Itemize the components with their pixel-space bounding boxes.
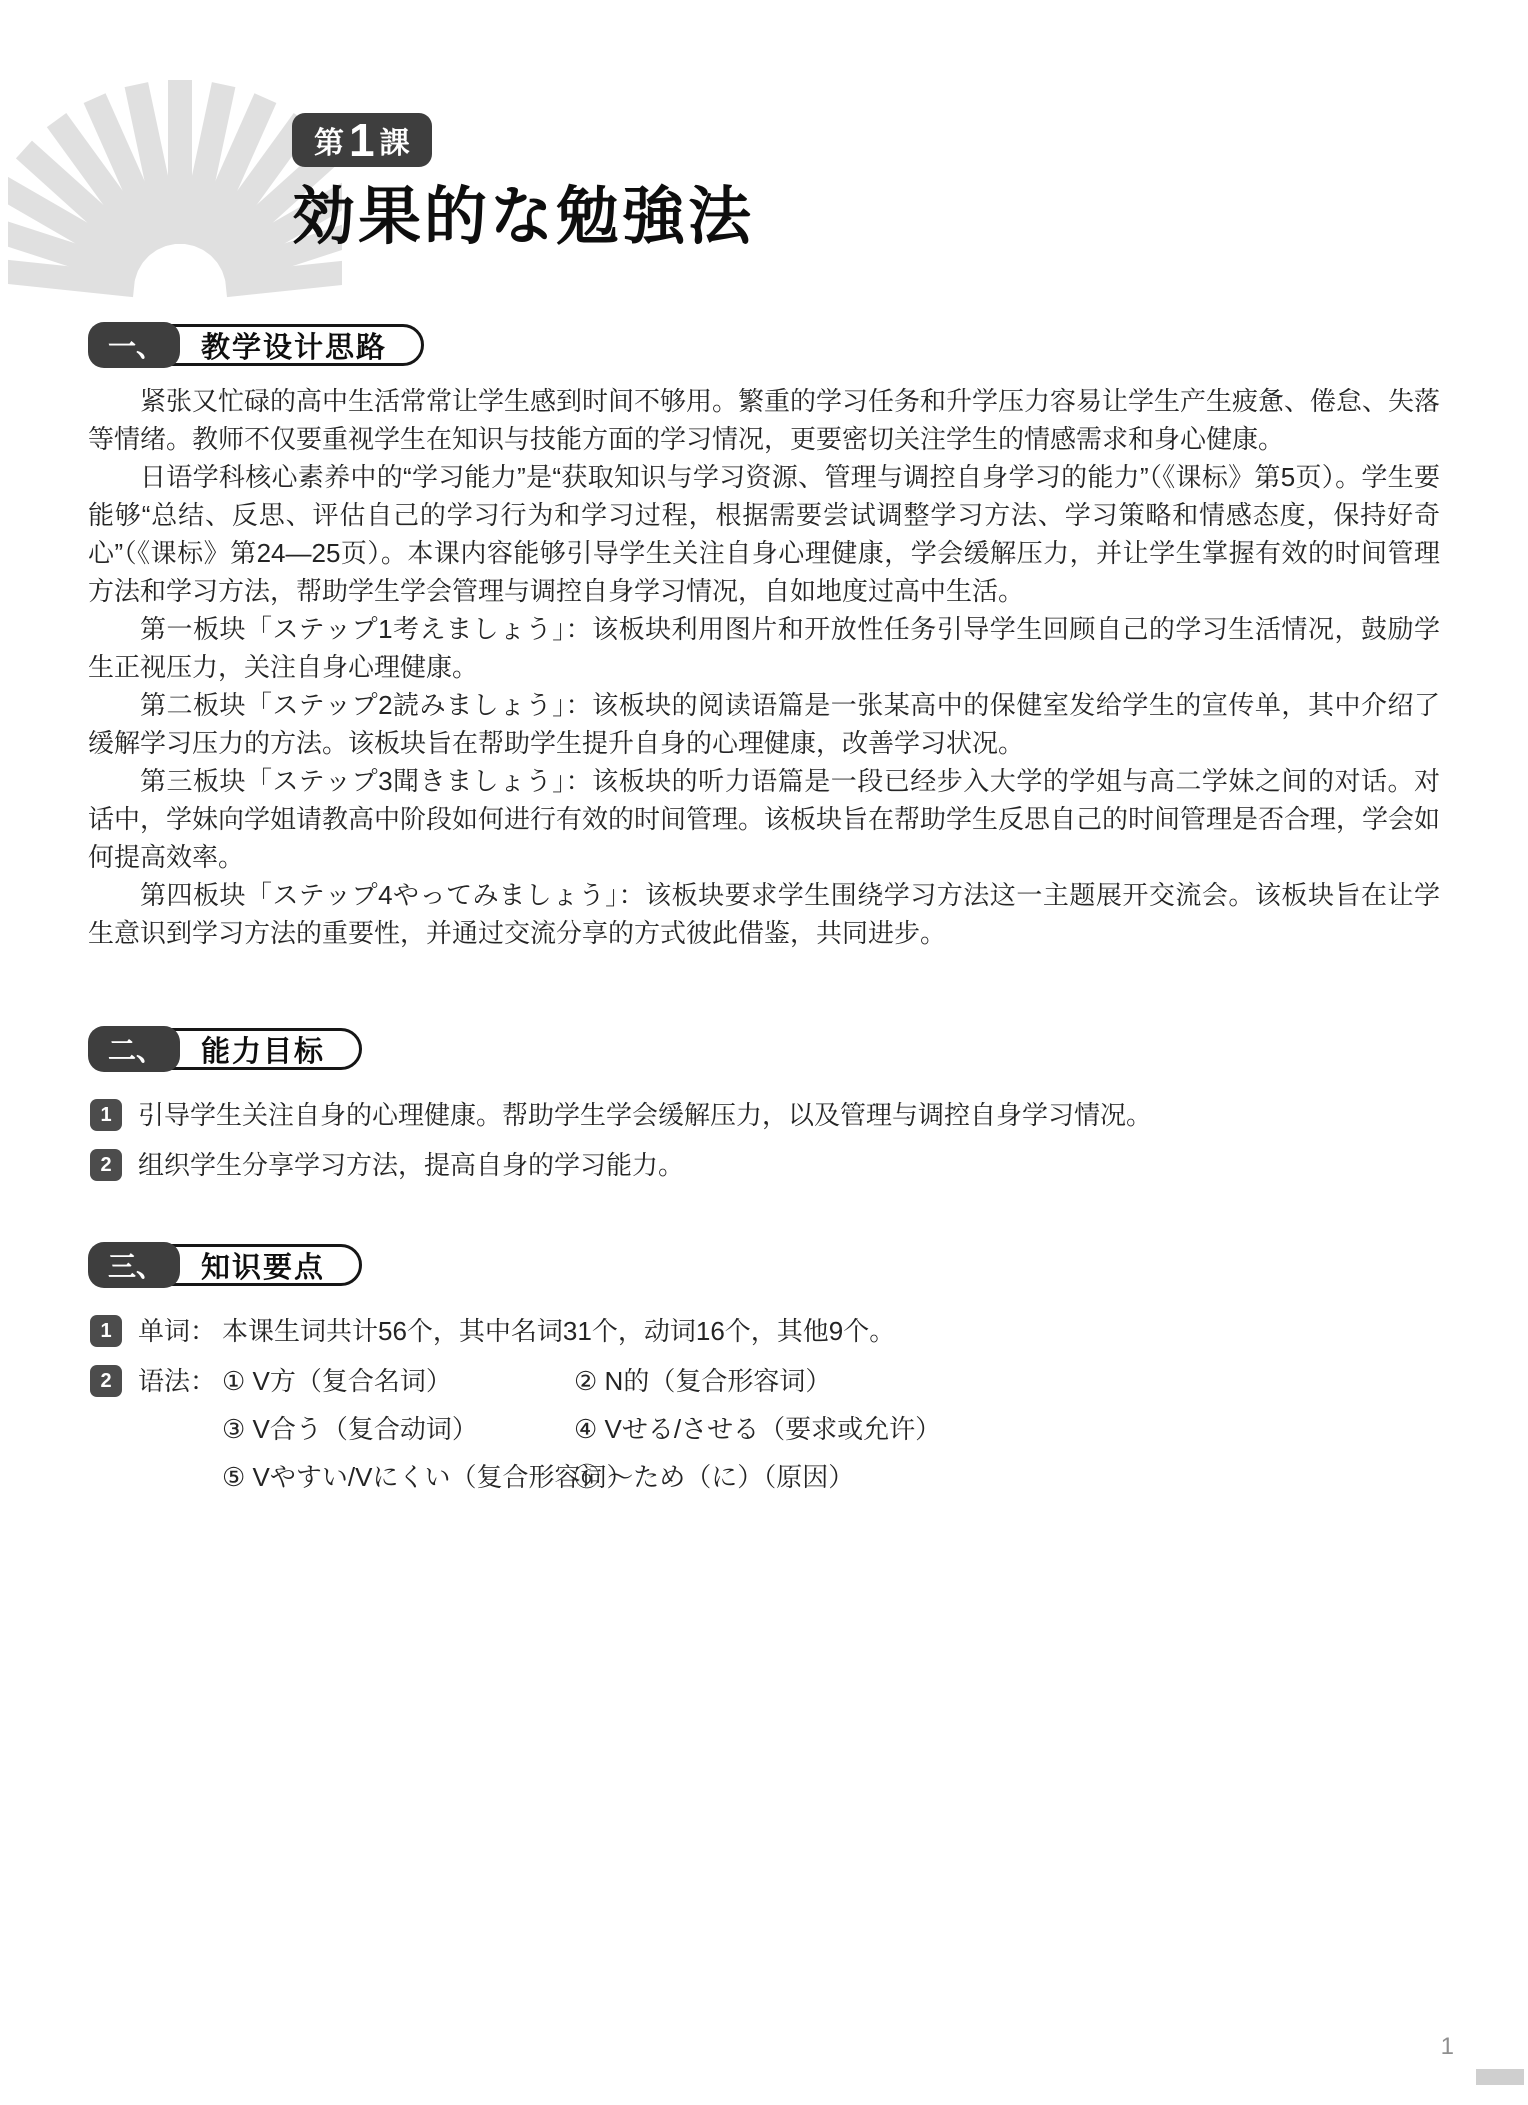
- item-number-badge: 2: [90, 1149, 122, 1181]
- grammar-point: ④ Vせる/させる（要求或允许）: [574, 1414, 942, 1444]
- item-number-badge: 1: [90, 1315, 122, 1347]
- paragraph: 紧张又忙碌的高中生活常常让学生感到时间不够用。繁重的学习任务和升学压力容易让学生产生疲惫、倦怠、失落等情绪。教师不仅要重视学生在知识与技能方面的学习情况，更要密切关注学生的情感需求和身心健康。: [88, 386, 1441, 454]
- paragraph: 第四板块「ステップ4やってみましょう」：该板块要求学生围绕学习方法这一主题展开交流会。该板块旨在让学生意识到学习方法的重要性，并通过交流分享的方式彼此借鉴，共同进步。: [88, 880, 1440, 948]
- item-text: 引导学生关注自身的心理健康。帮助学生学会缓解压力，以及管理与调控自身学习情况。: [138, 1100, 1153, 1130]
- section-2-items: [88, 1096, 1440, 1184]
- section-2-title: 能力目标: [150, 1028, 362, 1070]
- section-3-marker: 三、: [88, 1242, 180, 1288]
- section-1-body: [88, 382, 1440, 952]
- grammar-point: ⑤ Vやすい/Vにくい（复合形容词）: [222, 1462, 633, 1492]
- item-number-badge: 2: [90, 1365, 122, 1397]
- item-text: [138, 1312, 1440, 1350]
- paragraph: 第二板块「ステップ2読みましょう」：该板块的阅读语篇是一张某高中的保健室发给学生的宣传单，其中介绍了缓解学习压力的方法。该板块旨在帮助学生提升自身的心理健康，改善学习状况。: [88, 690, 1440, 758]
- section-1-marker: 一、: [88, 322, 180, 368]
- list-item-grammar: [88, 1362, 1440, 1496]
- section-2-header: [88, 1026, 1440, 1072]
- paragraph: 第三板块「ステップ3聞きましょう」：该板块的听力语篇是一段已经步入大学的学姐与高二学妹之间的对话。对话中，学妹向学姐请教高中阶段如何进行有效的时间管理。该板块旨在帮助学生反思自己的时间管理是否合理，学会如何提高效率。: [88, 766, 1441, 872]
- corner-tab-decoration: [1476, 2069, 1524, 2085]
- grammar-point: ① V方（复合名词）: [222, 1366, 452, 1396]
- list-item: [88, 1096, 1440, 1134]
- grammar-grid: [222, 1362, 941, 1496]
- item-label: 语法：: [138, 1366, 217, 1396]
- paragraph: 第一板块「ステップ1考えましょう」：该板块利用图片和开放性任务引导学生回顾自己的学习生活情况，鼓励学生正视压力，关注自身心理健康。: [88, 614, 1440, 682]
- lesson-badge-prefix: 第: [314, 127, 344, 160]
- section-3-title: 知识要点: [150, 1244, 362, 1286]
- section-3-header: [88, 1242, 1440, 1288]
- list-item: [88, 1146, 1440, 1184]
- section-1-header: [88, 322, 1440, 368]
- page-number: 1: [1440, 2033, 1454, 2060]
- lesson-badge-suffix: 課: [379, 127, 410, 160]
- item-number-badge: 1: [90, 1099, 122, 1131]
- grammar-point: ⑥ ～ため（に）（原因）: [574, 1462, 855, 1492]
- paragraph: 日语学科核心素养中的“学习能力”是“获取知识与学习资源、管理与调控自身学习的能力”（《课标》第5页）。学生要能够“总结、反思、评估自己的学习行为和学习过程，根据需要尝试调整学习方法、学习策略和情感态度，保持好奇心”（《课标》第24—25页）。本课内容能够引导学生关注自身心理健康，学会缓解压力，并让学生掌握有效的时间管理方法和学习方法，帮助学生学会管理与调控自身学习情况，自如地度过高中生活。: [88, 462, 1440, 606]
- item-label: 单词：: [138, 1316, 217, 1346]
- lesson-title: 効果的な勉強法: [292, 182, 754, 252]
- section-1-title: 教学设计思路: [150, 324, 424, 366]
- list-item-vocabulary: [88, 1312, 1440, 1350]
- section-knowledge-points: [88, 1242, 1440, 1496]
- grammar-point: ② N的（复合形容词）: [574, 1366, 832, 1396]
- vocabulary-summary: 本课生词共计56个，其中名词31个，动词16个，其他9个。: [222, 1316, 896, 1346]
- item-text: 组织学生分享学习方法，提高自身的学习能力。: [138, 1150, 685, 1180]
- grammar-block: [138, 1362, 1440, 1496]
- section-2-marker: 二、: [88, 1026, 180, 1072]
- section-3-items: [88, 1312, 1440, 1496]
- section-teaching-design: [88, 322, 1440, 952]
- grammar-point: ③ V合う（复合动词）: [222, 1414, 478, 1444]
- lesson-badge-number: 1: [349, 114, 375, 166]
- section-ability-goals: [88, 1026, 1440, 1184]
